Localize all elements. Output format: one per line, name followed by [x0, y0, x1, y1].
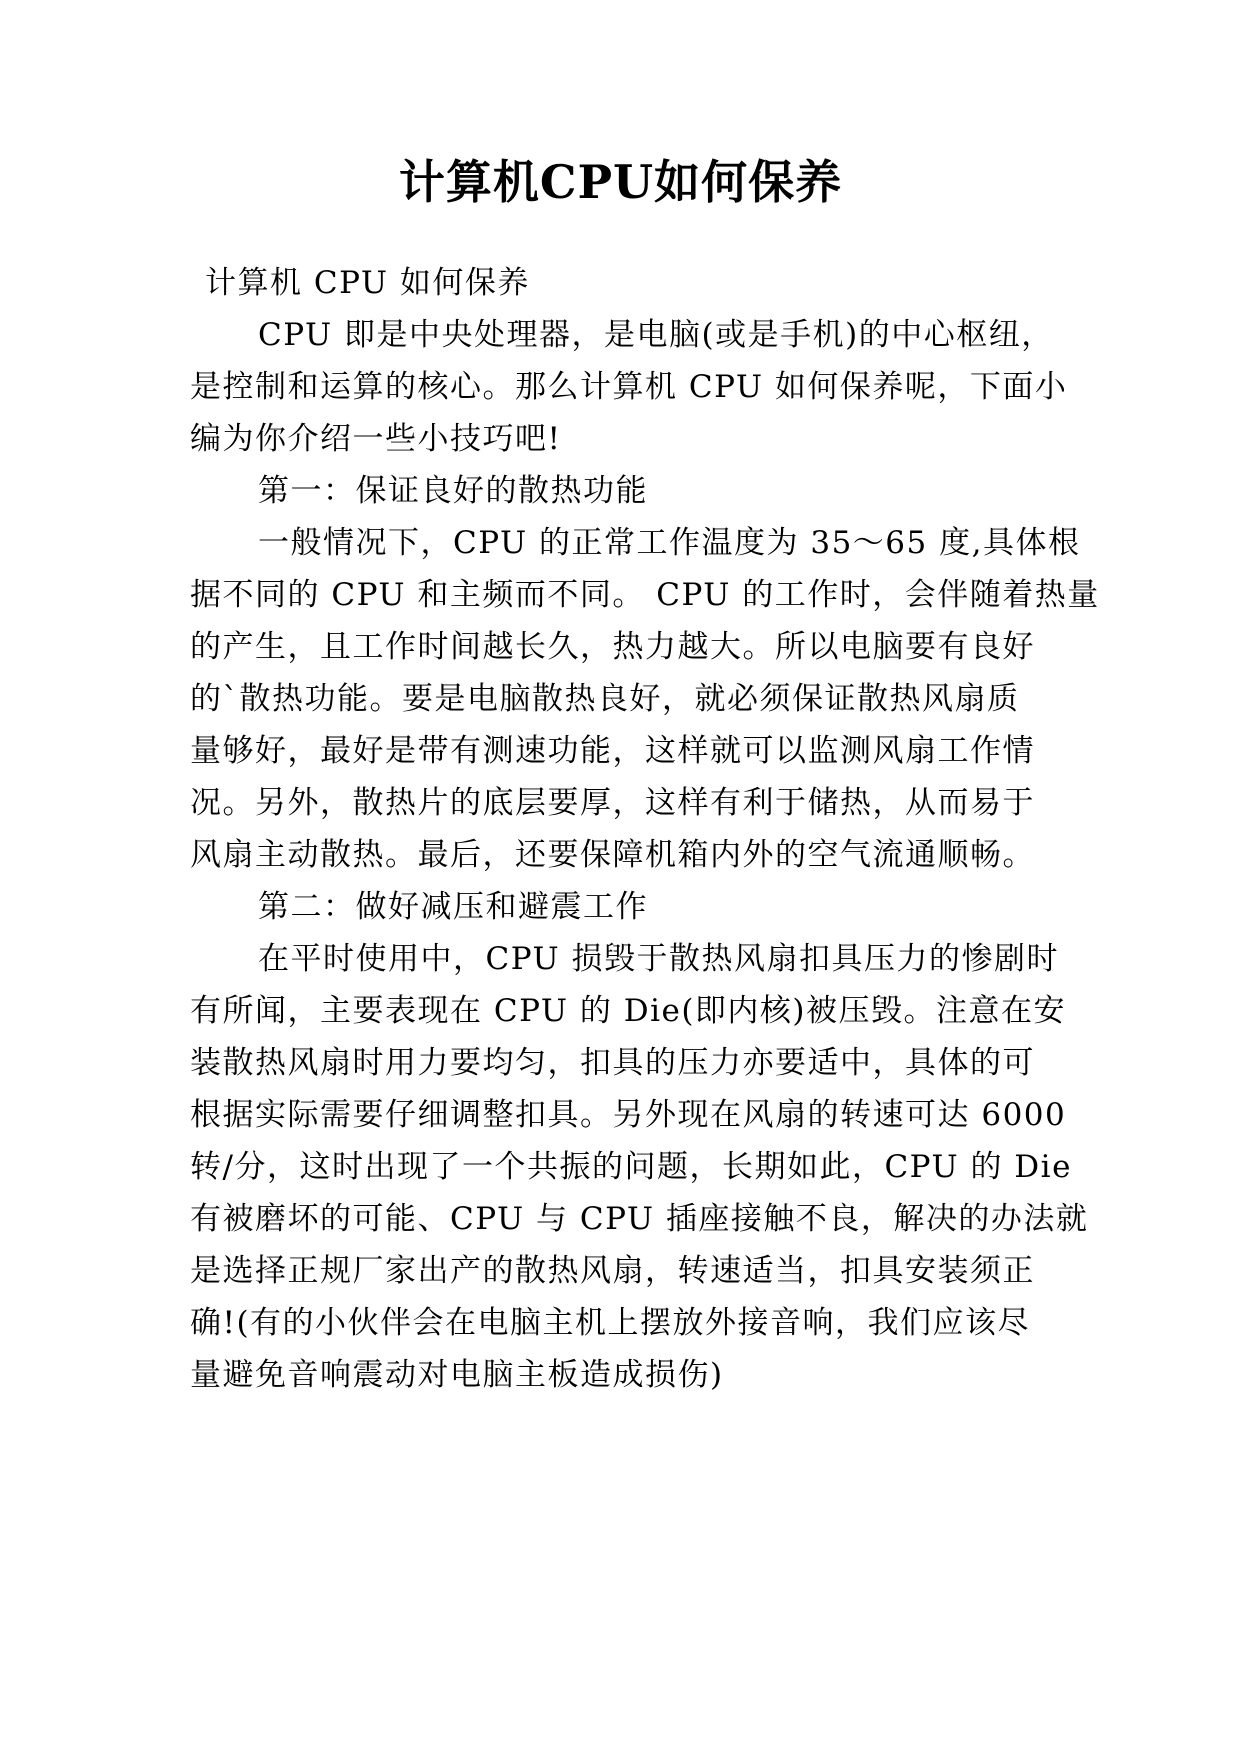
paragraph-line: 有所闻，主要表现在 CPU 的 Die(即内核)被压毁。注意在安: [190, 993, 1067, 1029]
paragraph-line: 据不同的 CPU 和主频而不同。 CPU 的工作时，会伴随着热量: [190, 577, 1100, 613]
paragraph-line: 装散热风扇时用力要均匀，扣具的压力亦要适中，具体的可: [190, 1045, 1035, 1081]
paragraph-line: 量够好，最好是带有测速功能，这样就可以监测风扇工作情: [190, 733, 1035, 769]
paragraph-line: 有被磨坏的可能、CPU 与 CPU 插座接触不良，解决的办法就: [190, 1201, 1089, 1237]
paragraph-line: 在平时使用中，CPU 损毁于散热风扇扣具压力的惨剧时: [258, 941, 1060, 977]
paragraph-line: 况。另外，散热片的底层要厚，这样有利于储热，从而易于: [190, 785, 1035, 821]
paragraph-line: 风扇主动散热。最后，还要保障机箱内外的空气流通顺畅。: [190, 837, 1035, 873]
section-heading: 第二：做好减压和避震工作: [258, 889, 648, 925]
paragraph-line: 的`散热功能。要是电脑散热良好，就必须保证散热风扇质: [190, 681, 1020, 717]
paragraph-line: 一般情况下，CPU 的正常工作温度为 35～65 度,具体根: [258, 525, 1081, 561]
section-heading: 第一：保证良好的散热功能: [258, 473, 648, 509]
paragraph-line: 的产生，且工作时间越长久，热力越大。所以电脑要有良好: [190, 629, 1035, 665]
paragraph-line: 是控制和运算的核心。那么计算机 CPU 如何保养呢，下面小: [190, 369, 1068, 405]
paragraph-line: 编为你介绍一些小技巧吧!: [190, 421, 562, 457]
document-title: 计算机CPU如何保养: [398, 155, 843, 209]
paragraph-line: CPU 即是中央处理器，是电脑(或是手机)的中心枢纽，: [258, 317, 1054, 353]
paragraph-line: 是选择正规厂家出产的散热风扇，转速适当，扣具安装须正: [190, 1253, 1035, 1289]
document-subtitle: 计算机 CPU 如何保养: [205, 265, 530, 301]
paragraph-line: 量避免音响震动对电脑主板造成损伤): [190, 1357, 724, 1393]
paragraph-line: 根据实际需要仔细调整扣具。另外现在风扇的转速可达 6000: [190, 1097, 1067, 1133]
paragraph-line: 转/分，这时出现了一个共振的问题，长期如此，CPU 的 Die: [190, 1149, 1072, 1185]
paragraph-line: 确!(有的小伙伴会在电脑主机上摆放外接音响，我们应该尽: [190, 1305, 1031, 1341]
